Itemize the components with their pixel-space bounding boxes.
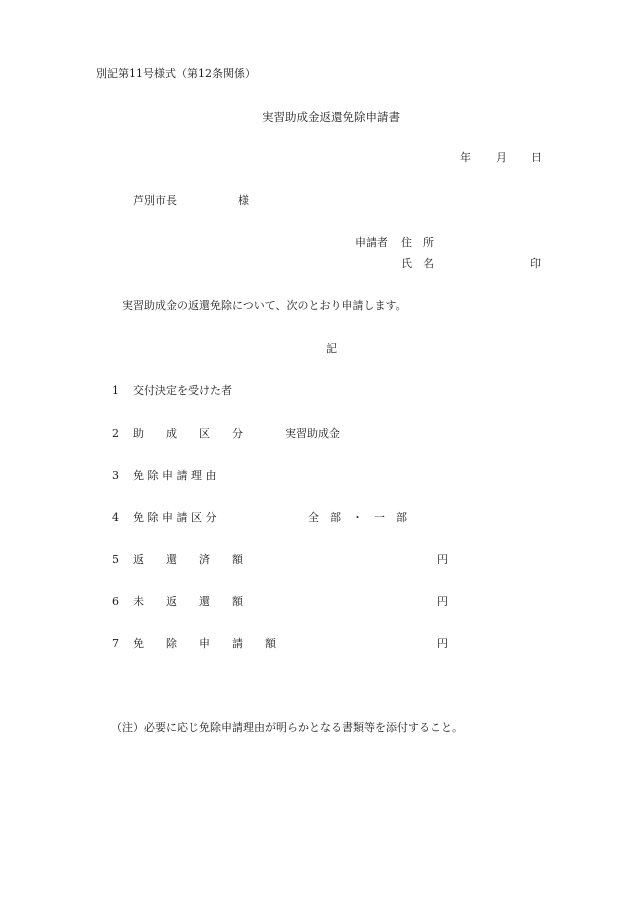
item-unit: 円 [437,637,448,650]
date-month: 月 [496,151,507,164]
item-number: 3 [112,469,119,482]
addressee-honorific: 様 [238,194,249,207]
footnote: （注）必要に応じ免除申請理由が明らかとなる書類等を添付すること。 [111,721,463,734]
item-number: 4 [112,511,119,524]
item-number: 7 [112,637,119,650]
note-heading: 記 [326,342,337,355]
date-year: 年 [460,151,471,164]
item-value: 実習助成金 [285,427,340,440]
name-label: 氏 名 [401,257,434,270]
item-label: 免 除 申 請 額 [133,637,276,650]
item-label: 免 除 申 請 理 由 [133,469,217,482]
intro-text: 実習助成金の返還免除について、次のとおり申請します。 [122,299,407,312]
form-code: 別記第11号様式（第12条関係） [96,67,256,80]
item-number: 6 [112,595,119,608]
item-number: 5 [112,553,119,566]
item-value: 全 部 ・ 一 部 [308,511,407,524]
addressee-name: 芦別市長 [133,194,177,207]
item-number: 2 [112,427,119,440]
item-unit: 円 [437,553,448,566]
date-day: 日 [531,151,542,164]
address-label: 住 所 [401,236,434,249]
document-title: 実習助成金返還免除申請書 [262,110,400,124]
applicant-label: 申請者 [355,236,388,249]
item-unit: 円 [437,595,448,608]
item-label: 交付決定を受けた者 [133,384,232,397]
item-label: 返 還 済 額 [133,553,243,566]
seal-mark: 印 [530,257,541,270]
item-label: 免 除 申 請 区 分 [133,511,217,524]
item-number: 1 [112,384,119,397]
item-label: 助 成 区 分 [133,427,243,440]
item-label: 未 返 還 額 [133,595,243,608]
